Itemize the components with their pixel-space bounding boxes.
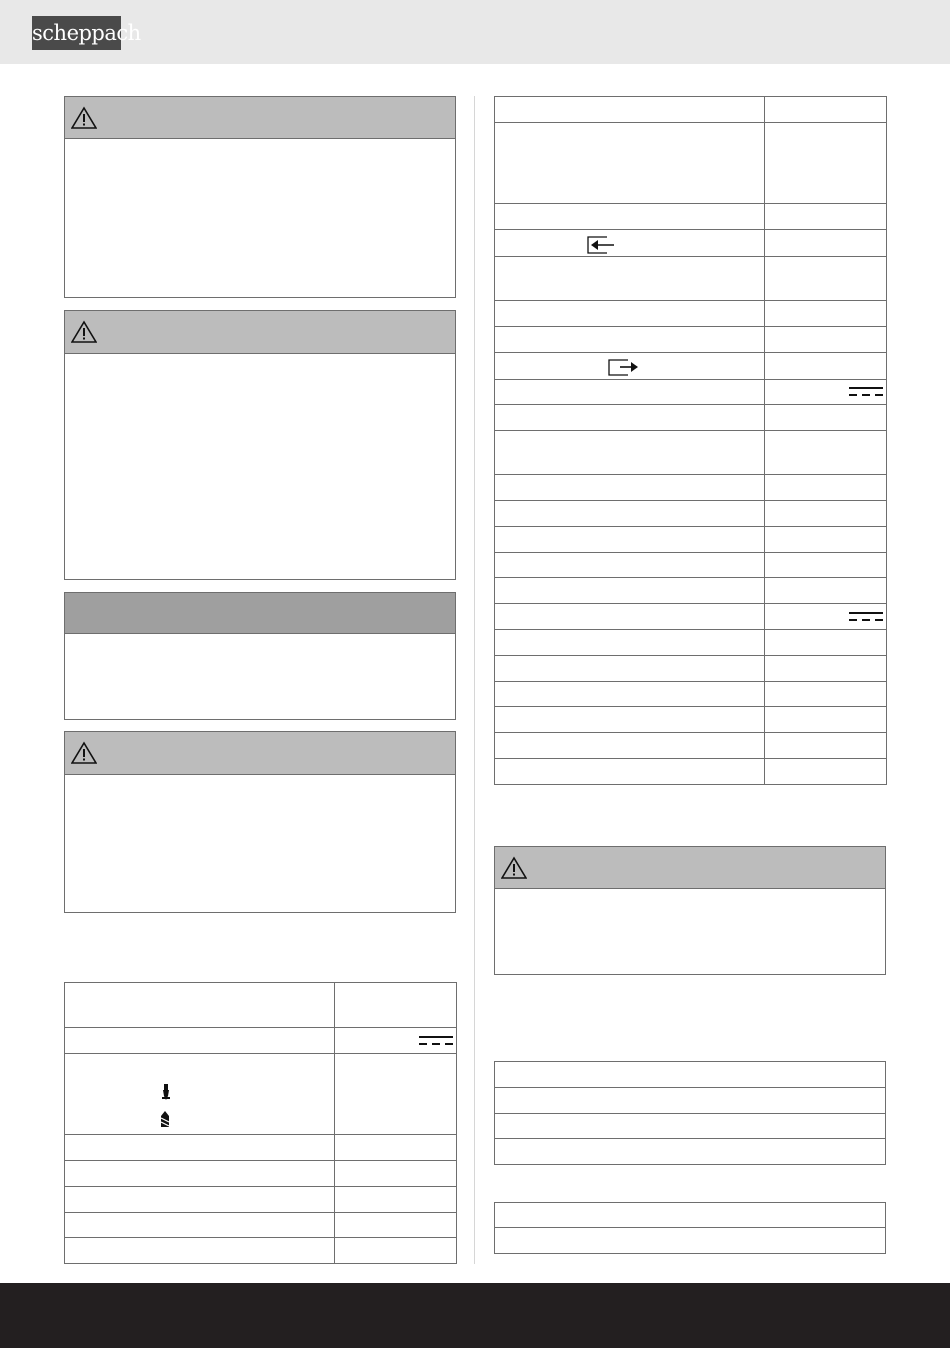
table-row [495, 204, 887, 230]
table-row [65, 1238, 457, 1264]
page-footer [0, 1283, 950, 1348]
warning-box-4 [494, 846, 886, 975]
warning-triangle-icon [71, 320, 97, 344]
table-row [65, 1054, 457, 1135]
table-row [495, 475, 887, 501]
table-row [65, 1135, 457, 1161]
table-row [495, 707, 887, 733]
right-spec-table [494, 96, 887, 785]
warning-box-2-header [65, 311, 455, 354]
table-row [495, 257, 887, 301]
warning-triangle-icon [501, 856, 527, 880]
table-row [495, 301, 887, 327]
right-list-table-1 [494, 1061, 886, 1165]
table-row [495, 1114, 886, 1139]
table-row [495, 431, 887, 475]
table-row [495, 527, 887, 553]
dc-current-icon [849, 386, 883, 398]
table-row [495, 733, 887, 759]
brand-logo: scheppach [32, 16, 121, 50]
table-row [495, 123, 887, 204]
drill-bit-icon [161, 1084, 171, 1100]
table-row [495, 1228, 886, 1254]
warning-box-3-header [65, 732, 455, 775]
page-header [0, 0, 950, 64]
dc-current-icon [849, 611, 883, 623]
right-list-table-2 [494, 1202, 886, 1254]
table-row [65, 1161, 457, 1187]
warning-box-2 [64, 310, 456, 580]
table-row [495, 604, 887, 630]
table-row [495, 230, 887, 257]
warning-box-1-header [65, 97, 455, 139]
table-row [495, 405, 887, 431]
note-box [64, 592, 456, 720]
table-row [495, 630, 887, 656]
output-arrow-icon [608, 358, 640, 376]
table-row [495, 380, 887, 405]
table-row [495, 1088, 886, 1114]
column-divider [474, 96, 475, 1264]
table-row [495, 759, 887, 785]
table-row [65, 1213, 457, 1238]
table-row [65, 1028, 457, 1054]
table-row [495, 327, 887, 353]
warning-triangle-icon [71, 106, 97, 130]
note-box-header [65, 593, 455, 634]
table-row [65, 983, 457, 1028]
warning-box-4-header [495, 847, 885, 889]
table-row [495, 682, 887, 707]
input-arrow-icon [587, 236, 615, 254]
table-row [495, 353, 887, 380]
drill-bit-icon [160, 1111, 170, 1127]
left-spec-table [64, 982, 457, 1264]
dc-current-icon [419, 1035, 453, 1047]
warning-box-3 [64, 731, 456, 913]
table-row [495, 1139, 886, 1165]
table-row [495, 97, 887, 123]
table-row [495, 1203, 886, 1228]
table-row [495, 1062, 886, 1088]
table-row [65, 1187, 457, 1213]
table-row [495, 553, 887, 578]
warning-box-1 [64, 96, 456, 298]
table-row [495, 578, 887, 604]
warning-triangle-icon [71, 741, 97, 765]
table-row [495, 501, 887, 527]
table-row [495, 656, 887, 682]
